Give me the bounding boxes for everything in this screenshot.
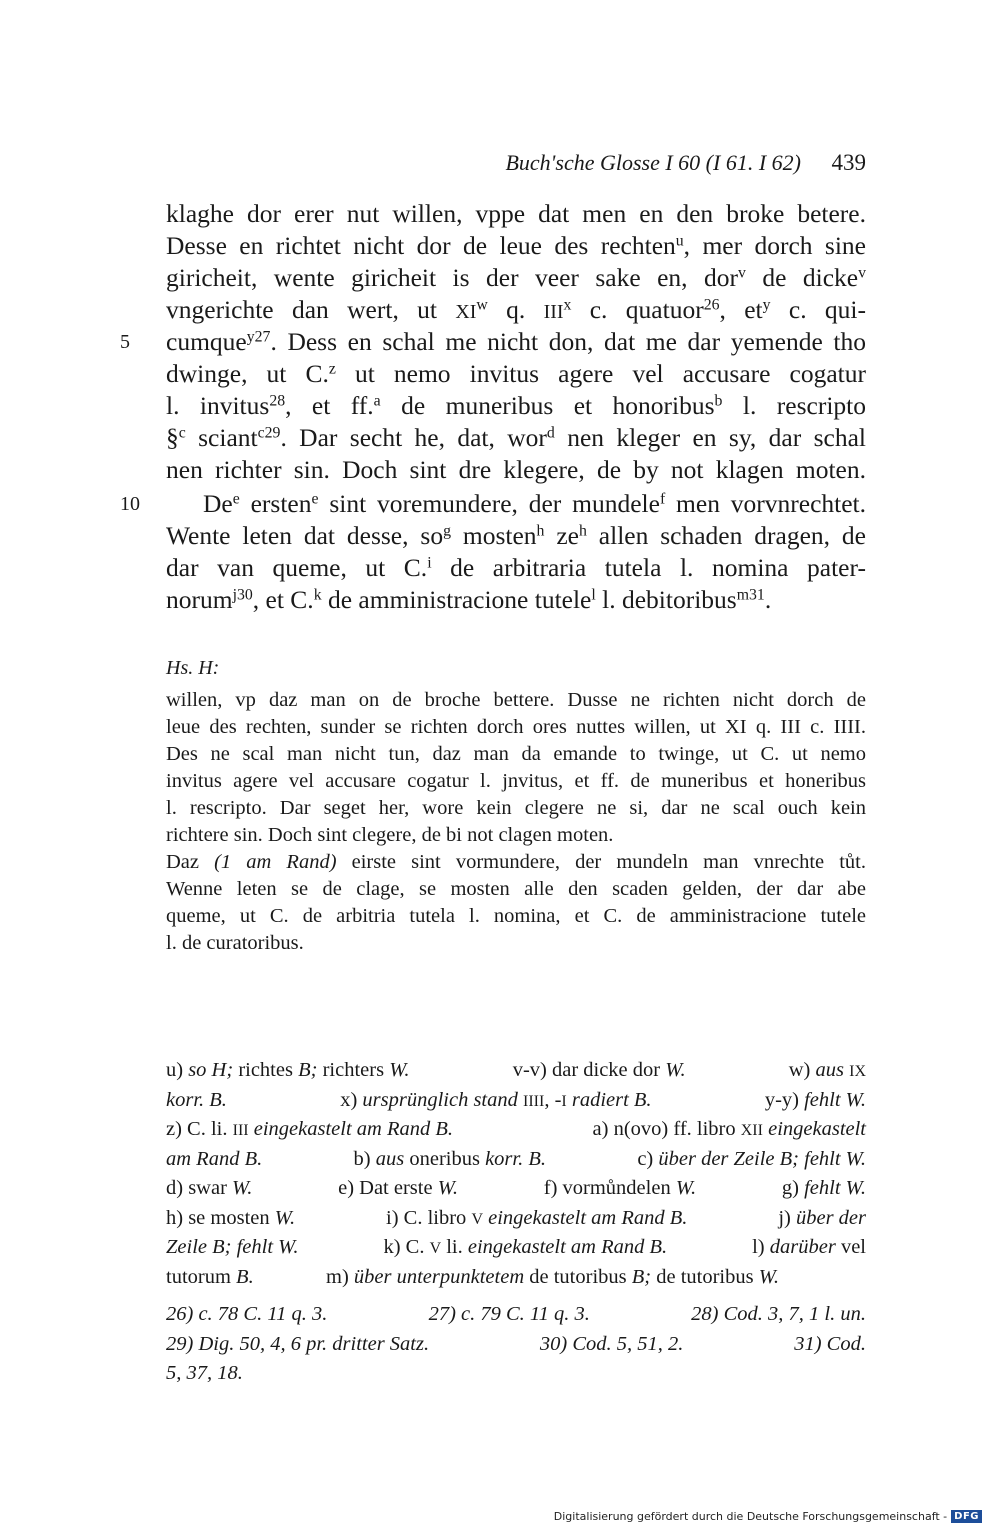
note-line: am Rand B. b) aus oneribus korr. B. c) über der Zeile B; fehlt W.: [166, 1147, 866, 1170]
page-number: 439: [831, 150, 866, 175]
hs-text: eirste sint vormundere, der mundeln man vnrechte tůt.: [351, 851, 867, 873]
hs-line: richtere sin. Doch sint clegere, de bi not clagen moten.: [166, 824, 614, 846]
text-line: norum$^{j30}$, et C.$^k$ de amministracione tutele$^l$ l. debitoribus$^{m31}$.: [166, 585, 772, 614]
ref-line: 29) Dig. 50, 4, 6 pr. dritter Satz. 30) Cod. 5, 51, 2. 31) Cod.: [166, 1332, 866, 1355]
text-line: §$^c$ sciant$^{c29}$. Dar secht he, dat, wor$^d$ nen kleger en sy, dar schal: [166, 423, 867, 452]
hs-line: leue des rechten, sunder se richten dorch ores nuttes willen, ut XI q. III c. IIII.: [166, 716, 866, 738]
hs-line: willen, vp daz man on de broche bettere. Dusse ne richten nicht dorch de: [166, 689, 866, 711]
line-number: 10: [120, 493, 140, 515]
text-line: dwinge, ut C.$^z$ ut nemo invitus agere vel accusare cogatur: [166, 359, 867, 388]
note-line: z) C. li. III eingekastelt am Rand B. a) n(ovo) ff. libro XII eingekastelt: [166, 1118, 866, 1140]
text-line: Desse en richtet nicht dor de leue des rechten$^u$, mer dorch sine: [166, 231, 866, 260]
text-line: vngerichte dan wert, ut $XI^w$ q. III$^x$ c. quatuor$^{26}$, $et^y$ c. qui-: [166, 295, 867, 324]
manuscript-label: Hs. H:: [166, 657, 220, 679]
text-line: nen richter sin. Doch sint dre klegere, de by not klagen moten.: [166, 455, 866, 484]
text-line: De$^e$ ersten$^e$ sint voremundere, der mundele$^f$ men vorvnrechtet.: [203, 489, 867, 518]
hs-word: Daz: [166, 851, 200, 873]
hs-line: l. de curatoribus.: [166, 932, 304, 954]
hs-line: [166, 849, 866, 876]
note-line: u) so H; richtes B; richters W. v-v) dar dicke dor W. w) aus IX: [166, 1059, 866, 1081]
note-line: h) se mosten W. i) C. libro V eingekastelt am Rand B. j) über der: [166, 1206, 866, 1229]
text-line: klaghe dor erer nut willen, vppe dat men en den broke betere.: [166, 199, 866, 228]
note-line: d) swar W. e) Dat erste W. f) vormůndelen W. g) fehlt W.: [166, 1177, 866, 1199]
apparatus-notes: [166, 1056, 866, 1292]
hs-line: invitus agere vel accusare cogatur l. jnvitus, et ff. de muneribus et honeribus: [166, 770, 866, 792]
hs-line: Wenne leten se de clage, se mosten alle den scaden gelden, der dar abe: [166, 878, 866, 900]
note-line: tutorum B. m) über unterpunktetem de tutoribus B; de tutoribus W.: [166, 1265, 780, 1288]
reference-notes: [166, 1300, 866, 1389]
text-line: l. invitus$^{28}$, et ff.$^a$ de muneribus et honoribus$^b$ l. rescripto: [166, 391, 866, 420]
page-footer: [554, 1510, 982, 1523]
ref-line: 26) c. 78 C. 11 q. 3. 27) c. 79 C. 11 q. 3. 28) Cod. 3, 7, 1 l. un.: [166, 1303, 866, 1325]
line-number: 5: [120, 331, 130, 353]
text-line: Wente leten dat desse, $so^g$ mosten$^h$ $ze^h$ allen schaden dragen, de: [166, 521, 866, 550]
page-header: [166, 150, 866, 186]
margin-note: (1 am Rand): [214, 851, 337, 873]
text-line: giricheit, wente giricheit is der veer sake en, dor$^v$ de dicke$^v$: [166, 263, 867, 292]
note-line: Zeile B; fehlt W. k) C. V li. eingekastelt am Rand B. l) darüber vel: [166, 1236, 866, 1258]
dfg-logo-icon: DFG: [951, 1510, 982, 1523]
hs-line: l. rescripto. Dar seget her, wore kein clegere ne si, dar ne scal ouch kein: [166, 797, 866, 819]
note-line: korr. B. x) ursprünglich stand IIII, -I radiert B. y-y) fehlt W.: [166, 1088, 866, 1111]
manuscript-h-section: [166, 655, 866, 957]
hs-line: Des ne scal man nicht tun, daz man da emande to twinge, ut C. ut nemo: [166, 743, 866, 765]
text-line: dar van queme, ut C.$^i$ de arbitraria tutela l. nomina pater-: [166, 553, 866, 582]
text-line: cumque$^{y27}$. Dess en schal me nicht don, dat me dar yemende tho: [166, 327, 866, 356]
hs-line: queme, ut C. de arbitria tutela l. nomina, et C. de amministracione tutele: [166, 905, 866, 927]
ref-line: 5, 37, 18.: [166, 1362, 243, 1384]
footer-text: Digitalisierung gefördert durch die Deutsche Forschungsgemeinschaft -: [553, 1510, 948, 1523]
running-title: Buch'sche Glosse I 60 (I 61. I 62): [505, 150, 801, 175]
